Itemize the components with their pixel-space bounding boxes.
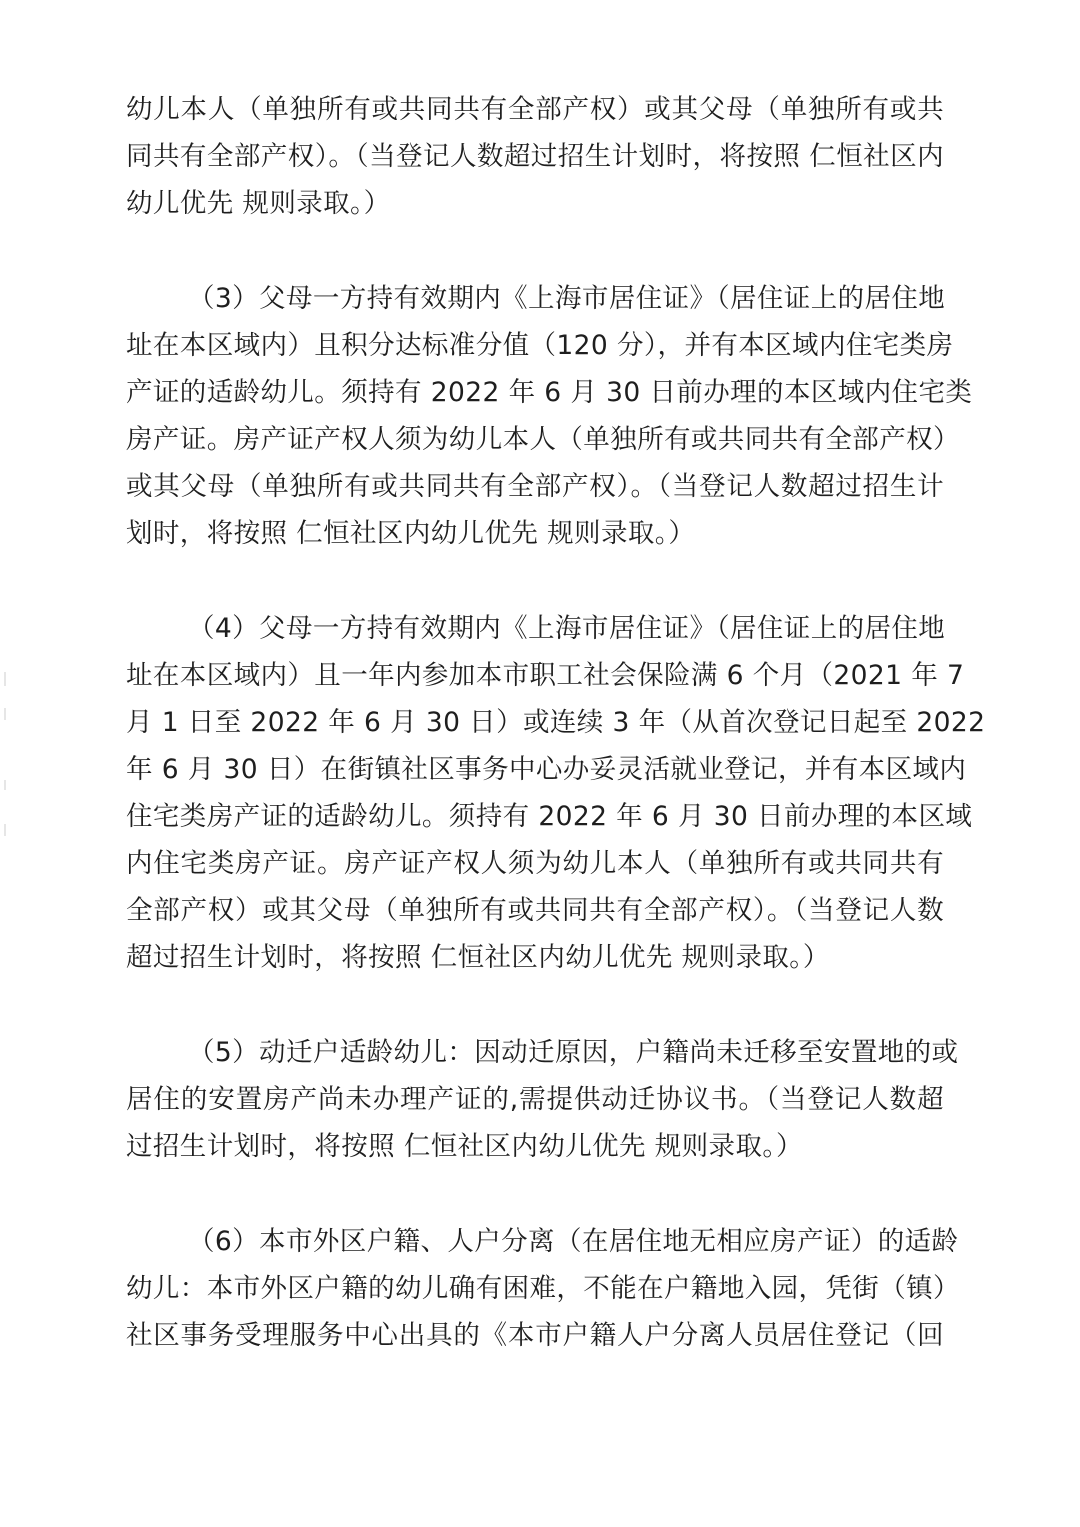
- document-page: [126, 86, 986, 1407]
- scan-artifact: [4, 708, 6, 720]
- text-line: （5）动迁户适龄幼儿：因动迁原因，户籍尚未迁移至安置地的或: [188, 1037, 959, 1068]
- text-line: （6）本市外区户籍、人户分离（在居住地无相应房产证）的适龄: [188, 1226, 959, 1257]
- text-line: 幼儿优先 规则录取。）: [126, 188, 391, 219]
- paragraph-item-6: [126, 1218, 960, 1359]
- text-line: 幼儿本人（单独所有或共同共有全部产权）或其父母（单独所有或共: [126, 94, 944, 125]
- text-line: 址在本区域内）且积分达标准分值（120 分），并有本区域内住宅类房: [126, 330, 954, 361]
- scan-artifact: [4, 824, 6, 836]
- scan-artifact: [4, 780, 6, 790]
- text-line: 住宅类房产证的适龄幼儿。须持有 2022 年 6 月 30 日前办理的本区域: [126, 801, 973, 832]
- text-line: 居住的安置房产尚未办理产证的,需提供动迁协议书。（当登记人数超: [126, 1084, 944, 1115]
- text-line: 产证的适龄幼儿。须持有 2022 年 6 月 30 日前办理的本区域内住宅类: [126, 377, 973, 408]
- text-line: （4）父母一方持有效期内《上海市居住证》（居住证上的居住地: [188, 613, 946, 644]
- text-line: 同共有全部产权）。（当登记人数超过招生计划时，将按照 仁恒社区内: [126, 141, 944, 172]
- paragraph-item-2-continued: [126, 86, 944, 227]
- text-line: 月 1 日至 2022 年 6 月 30 日）或连续 3 年（从首次登记日起至 2022: [126, 707, 986, 738]
- scan-artifact: [4, 672, 6, 686]
- text-line: 或其父母（单独所有或共同共有全部产权）。（当登记人数超过招生计: [126, 471, 944, 502]
- paragraph-item-3: [126, 275, 973, 557]
- text-line: 内住宅类房产证。房产证产权人须为幼儿本人（单独所有或共同共有: [126, 848, 944, 879]
- text-line: 址在本区域内）且一年内参加本市职工社会保险满 6 个月（2021 年 7: [126, 660, 965, 691]
- text-line: 社区事务受理服务中心出具的《本市户籍人户分离人员居住登记（回: [126, 1320, 944, 1351]
- paragraph-item-5: [126, 1029, 959, 1170]
- text-line: 幼儿：本市外区户籍的幼儿确有困难，不能在户籍地入园，凭街（镇）: [126, 1273, 960, 1304]
- text-line: 年 6 月 30 日）在街镇社区事务中心办妥灵活就业登记，并有本区域内: [126, 754, 967, 785]
- text-line: 全部产权）或其父母（单独所有或共同共有全部产权）。（当登记人数: [126, 895, 944, 926]
- text-line: 超过招生计划时，将按照 仁恒社区内幼儿优先 规则录取。）: [126, 942, 830, 973]
- text-line: 过招生计划时，将按照 仁恒社区内幼儿优先 规则录取。）: [126, 1131, 803, 1162]
- paragraph-item-4: [126, 605, 986, 981]
- text-line: （3）父母一方持有效期内《上海市居住证》（居住证上的居住地: [188, 283, 946, 314]
- text-line: 划时，将按照 仁恒社区内幼儿优先 规则录取。）: [126, 518, 696, 549]
- text-line: 房产证。房产证产权人须为幼儿本人（单独所有或共同共有全部产权）: [126, 424, 960, 455]
